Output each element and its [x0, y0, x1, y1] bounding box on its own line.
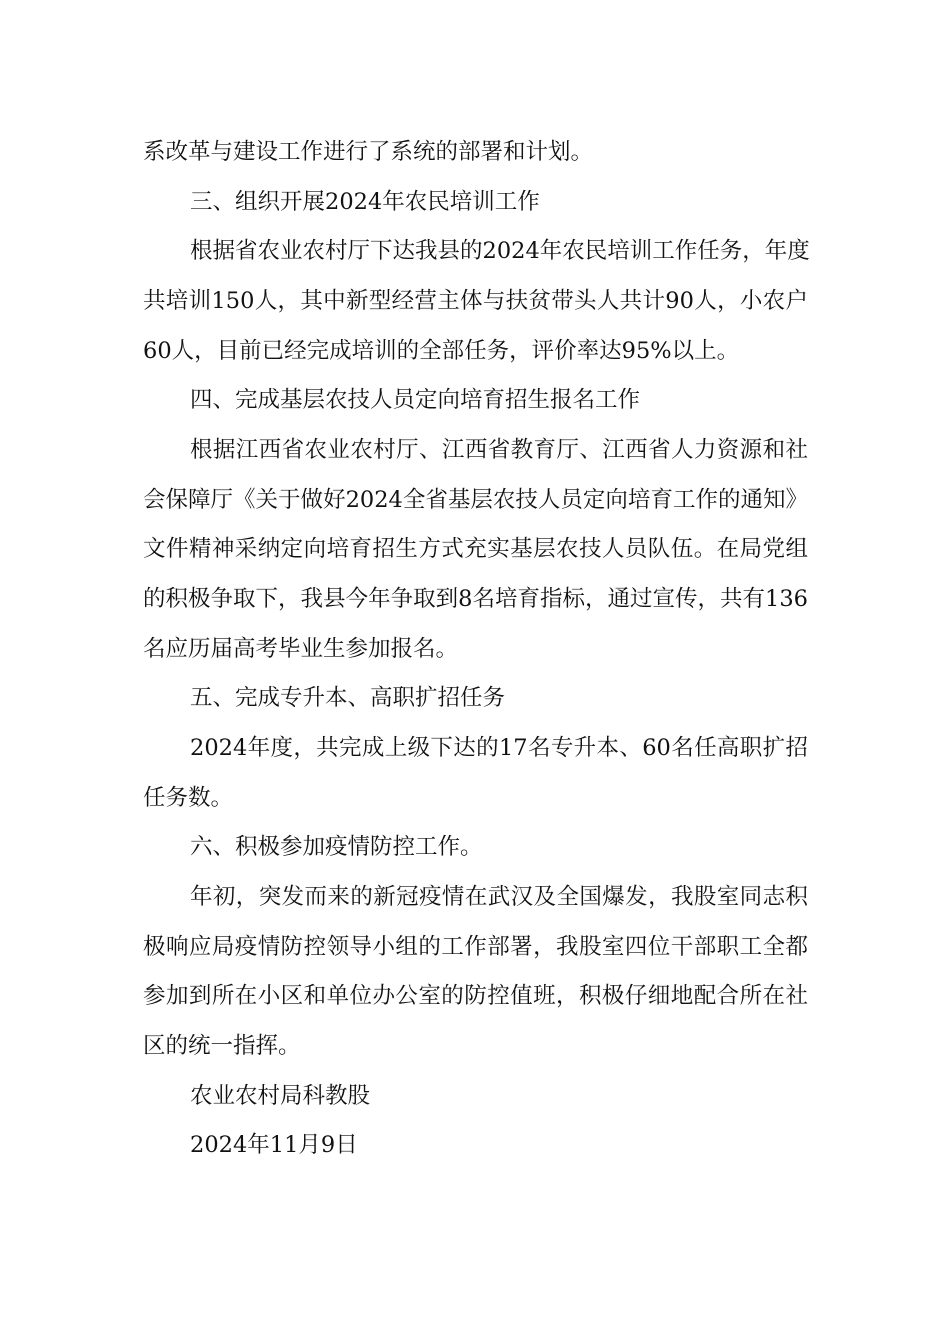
body-line-7: 根据江西省农业农村厅、江西省教育厅、江西省人力资源和社 [190, 437, 808, 463]
section-heading-4: 四、完成基层农技人员定向培育招生报名工作 [190, 387, 641, 413]
body-line-10: 的积极争取下，我县今年争取到8名培育指标，通过宣传，共有136 [143, 586, 808, 612]
body-line-19: 区的统一指挥。 [143, 1033, 301, 1059]
section-heading-3: 三、组织开展2024年农民培训工作 [190, 189, 540, 215]
body-line-16: 年初，突发而来的新冠疫情在武汉及全国爆发，我股室同志积 [190, 884, 808, 910]
body-line-11: 名应历届高考毕业生参加报名。 [143, 636, 459, 662]
section-heading-5: 五、完成专升本、高职扩招任务 [190, 685, 506, 711]
body-line-9: 文件精神采纳定向培育招生方式充实基层农技人员队伍。在局党组 [143, 536, 808, 562]
section-heading-6: 六、积极参加疫情防控工作。 [190, 834, 483, 860]
signature-date: 2024年11月9日 [190, 1132, 358, 1158]
body-line-8: 会保障厅《关于做好2024全省基层农技人员定向培育工作的通知》 [143, 487, 808, 513]
body-line-5: 60人，目前已经完成培训的全部任务，评价率达95%以上。 [143, 338, 740, 364]
body-line-13: 2024年度，共完成上级下达的17名专升本、60名任高职扩招 [190, 735, 808, 761]
body-line-4: 共培训150人，其中新型经营主体与扶贫带头人共计90人，小农户 [143, 288, 808, 314]
body-line-3: 根据省农业农村厅下达我县的2024年农民培训工作任务，年度 [190, 238, 810, 264]
body-line-14: 任务数。 [143, 785, 234, 811]
body-line-18: 参加到所在小区和单位办公室的防控值班，积极仔细地配合所在社 [143, 983, 808, 1009]
body-line-1: 系改革与建设工作进行了系统的部署和计划。 [143, 139, 594, 165]
signature-department: 农业农村局科教股 [190, 1083, 371, 1109]
body-line-17: 极响应局疫情防控领导小组的工作部署，我股室四位干部职工全都 [143, 934, 808, 960]
